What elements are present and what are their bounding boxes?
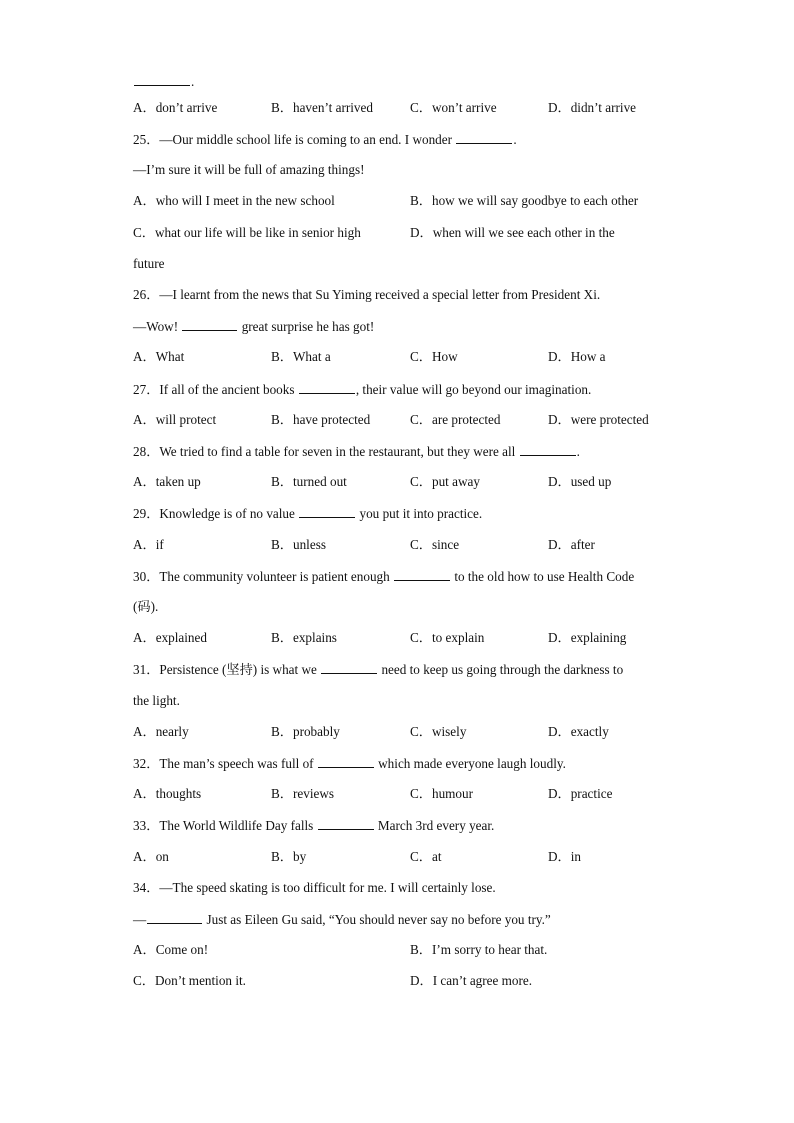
question-text: March 3rd every year. <box>374 818 495 833</box>
question-text: . <box>576 444 580 459</box>
question-text: 29．Knowledge is of no value <box>133 506 299 521</box>
question-text: 32．The man’s speech was full of <box>133 756 317 771</box>
answer-option: A．taken up <box>133 474 201 489</box>
question-text: — <box>133 912 147 927</box>
question-text: , their value will go beyond our imagination. <box>355 382 592 397</box>
answer-option: A．on <box>133 849 169 864</box>
answer-option: A．What <box>133 349 185 364</box>
question-text: 27．If all of the ancient books <box>133 382 298 397</box>
answer-option: B．explains <box>271 630 337 645</box>
question-line <box>133 162 364 178</box>
question-text: great surprise he has got! <box>238 319 375 334</box>
answer-option: C．to explain <box>410 630 485 645</box>
question-line <box>133 661 623 678</box>
answer-option: D．in <box>548 849 581 864</box>
answer-blank <box>299 505 355 518</box>
answer-option: B．reviews <box>271 786 334 801</box>
question-line <box>133 599 158 615</box>
answer-blank <box>299 381 355 394</box>
answer-option: C．humour <box>410 786 474 801</box>
answer-option: B．probably <box>271 724 340 739</box>
question-text: 33．The World Wildlife Day falls <box>133 818 317 833</box>
answer-option: C．are protected <box>410 412 501 427</box>
question-text: Just as Eileen Gu said, “You should never say no before you try.” <box>203 912 551 927</box>
answer-blank <box>520 443 576 456</box>
question-text: 30．The community volunteer is patient enough <box>133 569 394 584</box>
answer-option: A．who will I meet in the new school <box>133 193 335 208</box>
question-line <box>133 755 566 772</box>
question-text: 26．—I learnt from the news that Su Yiming received a special letter from President Xi. <box>133 287 601 302</box>
answer-option: C．won’t arrive <box>410 100 497 115</box>
question-line <box>133 131 517 148</box>
answer-option: D．exactly <box>548 724 609 739</box>
answer-option: A．Come on! <box>133 942 209 957</box>
question-line <box>133 381 591 398</box>
question-line <box>133 568 634 585</box>
question-line <box>133 505 482 522</box>
answer-blank <box>456 131 512 144</box>
answer-option: B．What a <box>271 349 331 364</box>
question-text: —I’m sure it will be full of amazing things! <box>133 162 365 177</box>
answer-option: B．how we will say goodbye to each other <box>410 193 639 208</box>
question-text: 28．We tried to find a table for seven in the restaurant, but they were all <box>133 444 519 459</box>
question-text: . <box>513 132 517 147</box>
answer-option: A．don’t arrive <box>133 100 218 115</box>
question-text: . <box>191 74 195 89</box>
answer-blank <box>318 755 374 768</box>
answer-option: D．were protected <box>548 412 649 427</box>
question-text: you put it into practice. <box>356 506 483 521</box>
question-text: 31．Persistence (坚持) is what we <box>133 662 321 677</box>
answer-option: C．Don’t mention it. <box>133 973 246 988</box>
question-text: (码). <box>133 599 159 614</box>
answer-option: D．practice <box>548 786 613 801</box>
question-line <box>133 911 551 928</box>
question-text: future <box>133 256 165 271</box>
answer-option: C．wisely <box>410 724 467 739</box>
answer-option: D．didn’t arrive <box>548 100 637 115</box>
question-line <box>133 880 496 896</box>
answer-option: B．by <box>271 849 307 864</box>
answer-blank <box>182 318 237 331</box>
answer-option: B．haven’t arrived <box>271 100 373 115</box>
answer-option: C．put away <box>410 474 480 489</box>
question-text: which made everyone laugh loudly. <box>374 756 566 771</box>
answer-option: B．unless <box>271 537 326 552</box>
answer-option: B．I’m sorry to hear that. <box>410 942 548 957</box>
question-line <box>133 287 600 303</box>
answer-blank <box>394 568 450 581</box>
answer-blank <box>134 73 190 86</box>
answer-option: B．turned out <box>271 474 347 489</box>
question-text: 34．—The speed skating is too difficult for me. I will certainly lose. <box>133 880 496 895</box>
answer-blank <box>147 911 202 924</box>
answer-option: D．I can’t agree more. <box>410 973 533 988</box>
answer-option: D．How a <box>548 349 606 364</box>
question-line <box>133 318 374 335</box>
question-text: need to keep us going through the darkness to <box>378 662 624 677</box>
question-text: 25．—Our middle school life is coming to an end. I wonder <box>133 132 456 147</box>
answer-blank <box>318 817 374 830</box>
answer-blank <box>321 661 377 674</box>
question-line <box>133 256 165 272</box>
answer-option: D．explaining <box>548 630 627 645</box>
answer-option: B．have protected <box>271 412 371 427</box>
answer-option: D．when will we see each other in the <box>410 225 615 240</box>
answer-option: A．will protect <box>133 412 217 427</box>
question-text: —Wow! <box>133 319 182 334</box>
answer-option: D．used up <box>548 474 612 489</box>
question-text: to the old how to use Health Code <box>451 569 635 584</box>
answer-option: C．what our life will be like in senior high <box>133 225 361 240</box>
answer-option: A．explained <box>133 630 207 645</box>
answer-option: C．How <box>410 349 458 364</box>
answer-option: C．at <box>410 849 442 864</box>
question-line <box>133 817 494 834</box>
answer-option: A．nearly <box>133 724 189 739</box>
question-line <box>133 443 580 460</box>
answer-option: A．if <box>133 537 164 552</box>
answer-option: C．since <box>410 537 460 552</box>
answer-option: D．after <box>548 537 595 552</box>
question-text: the light. <box>133 693 180 708</box>
answer-option: A．thoughts <box>133 786 202 801</box>
question-line <box>133 73 194 90</box>
question-line <box>133 693 180 709</box>
